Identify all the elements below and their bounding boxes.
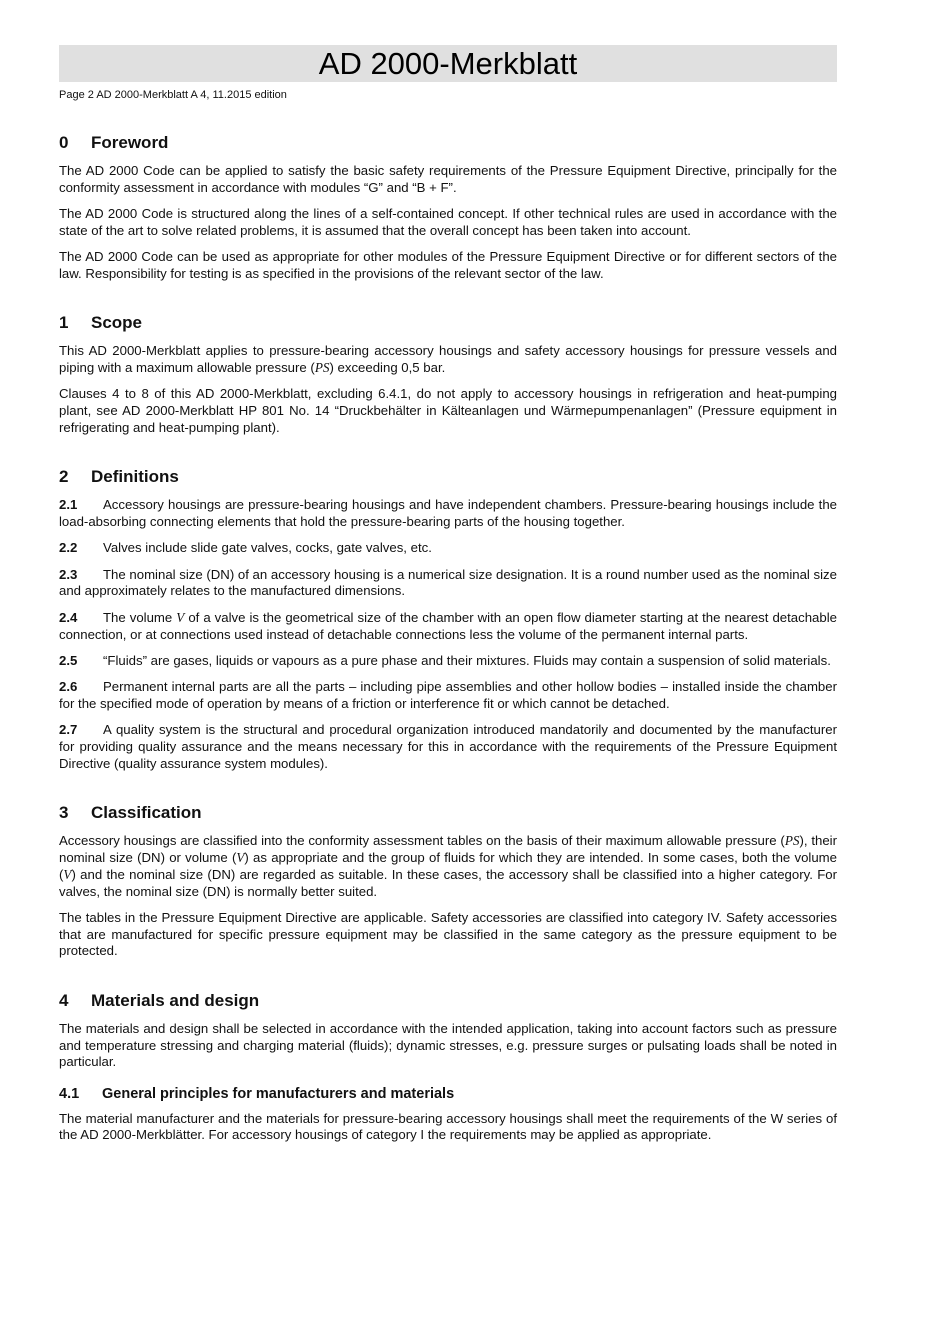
definition-2-7: 2.7 A quality system is the structural and procedural organization introduced mandatorily and documented by the manufacturer for providing quality assurance and the means necessary for this in accordance with the requirements of the Pressure Equipment Directive (quality assurance system modules).: [59, 722, 837, 771]
section-number: 4: [59, 990, 69, 1010]
section-number: 3: [59, 803, 69, 823]
section-number: 0: [59, 133, 69, 152]
paragraph: This AD 2000-Merkblatt applies to pressure-bearing accessory housings and safety accessory housings for pressure vessels and piping with a maximum allowable pressure (PS) exceeding 0,5 bar.: [59, 343, 837, 376]
paragraph: The tables in the Pressure Equipment Directive are applicable. Safety accessories are classified into category IV. Safety accessories that are manufactured for specific pressure equipment may be classified in the same category as the pressure equipment to be protected.: [59, 909, 837, 959]
definition-2-1: 2.1 Accessory housings are pressure-bearing housings and have independent chambers. Pressure-bearing housings include the load-absorbing connecting elements that hold the pressure-bearing parts of the housing together.: [59, 497, 837, 530]
symbol-v: V: [236, 849, 245, 865]
section-number: 1: [59, 313, 69, 333]
page-info: Page 2 AD 2000-Merkblatt A 4, 11.2015 edition: [59, 89, 287, 101]
paragraph: The material manufacturer and the materials for pressure-bearing accessory housings shall meet the requirements of the W series of the AD 2000-Merkblätter. For accessory housings of category I the requirements may be applied as appropriate.: [59, 1110, 837, 1143]
subsection-title: General principles for manufacturers and materials: [102, 1085, 455, 1102]
subsection-number: 4.1: [59, 1085, 80, 1102]
clause-number: 2.2: [59, 540, 78, 556]
clause-number: 2.5: [59, 652, 78, 668]
section-title: Classification: [91, 803, 202, 823]
section-number: 2: [59, 467, 69, 487]
definition-2-5: 2.5 “Fluids” are gases, liquids or vapours as a pure phase and their mixtures. Fluids may contain a suspension of solid materials.: [59, 652, 831, 668]
section-title: Foreword: [91, 133, 169, 152]
section-heading-foreword: [59, 133, 837, 153]
symbol-ps: PS: [784, 833, 800, 849]
clause-number: 2.6: [59, 679, 78, 695]
clause-number: 2.3: [59, 566, 78, 582]
symbol-v: V: [176, 609, 185, 625]
document-title-banner: AD 2000-Merkblatt: [59, 45, 837, 82]
section-title: Scope: [91, 313, 143, 333]
paragraph: Clauses 4 to 8 of this AD 2000-Merkblatt, excluding 6.4.1, do not apply to accessory housings in refrigeration and heat-pumping plant, see AD 2000-Merkblatt HP 801 No. 14 “Druckbehälter in Kälteanlagen und Wärmepumpenanlagen” (Pressure equipment in refrigerating and heat-pumping plant).: [59, 386, 837, 435]
section-heading-scope: [59, 313, 837, 333]
clause-number: 2.4: [59, 609, 78, 625]
subsection-heading-general-principles: [59, 1086, 837, 1102]
paragraph: Accessory housings are classified into the conformity assessment tables on the basis of their maximum allowable pressure (PS), their nominal size (DN) or volume (V) as appropriate and the group of fluids for which they are intended. In some cases, both the volume (V) and the nominal size (DN) are regarded as suitable. In these cases, the accessory shall be classified into a higher category. For valves, the nominal size (DN) is normally better suited.: [59, 833, 837, 899]
definition-2-6: 2.6 Permanent internal parts are all the parts – including pipe assemblies and other hollow bodies – installed inside the chamber for the specified mode of operation by means of a friction or interference fit or which cannot be detached.: [59, 679, 837, 711]
paragraph: The materials and design shall be selected in accordance with the intended application, taking into account factors such as pressure and temperature stressing and charging material (fluids); dynamic stresses, e.g. pressure surges or pulsating loads shall be noted in particular.: [59, 1020, 837, 1070]
clause-number: 2.7: [59, 722, 78, 738]
definition-2-3: 2.3 The nominal size (DN) of an accessory housing is a numerical size designation. It is a round number used as the nominal size and approximately relates to the manufactured dimensions.: [59, 566, 837, 599]
section-title: Definitions: [91, 467, 179, 487]
symbol-ps: PS: [314, 360, 330, 376]
document-body: [59, 133, 837, 1154]
paragraph: The AD 2000 Code can be applied to satisfy the basic safety requirements of the Pressure Equipment Directive, principally for the conformity assessment in accordance with modules “G” and “B + F”.: [59, 163, 837, 195]
paragraph: The AD 2000 Code can be used as appropriate for other modules of the Pressure Equipment Directive or for different sectors of the law. Responsibility for testing is as specified in the provisions of the relevant sector of the law.: [59, 249, 837, 281]
section-title: Materials and design: [91, 990, 260, 1010]
section-heading-definitions: [59, 467, 837, 487]
paragraph: The AD 2000 Code is structured along the lines of a self-contained concept. If other technical rules are used in accordance with the state of the art to solve related problems, it is assumed that the overall concept has been taken into account.: [59, 206, 837, 238]
section-heading-classification: [59, 803, 837, 823]
definition-2-4: 2.4 The volume V of a valve is the geometrical size of the chamber with an open flow diameter starting at the nearest detachable connection, or at connections used instead of detachable connections less the volume of the permanent internal parts.: [59, 609, 837, 642]
definition-2-2: 2.2 Valves include slide gate valves, cocks, gate valves, etc.: [59, 540, 432, 556]
symbol-v: V: [63, 866, 72, 882]
section-heading-materials-and-design: [59, 991, 837, 1011]
clause-number: 2.1: [59, 497, 78, 513]
